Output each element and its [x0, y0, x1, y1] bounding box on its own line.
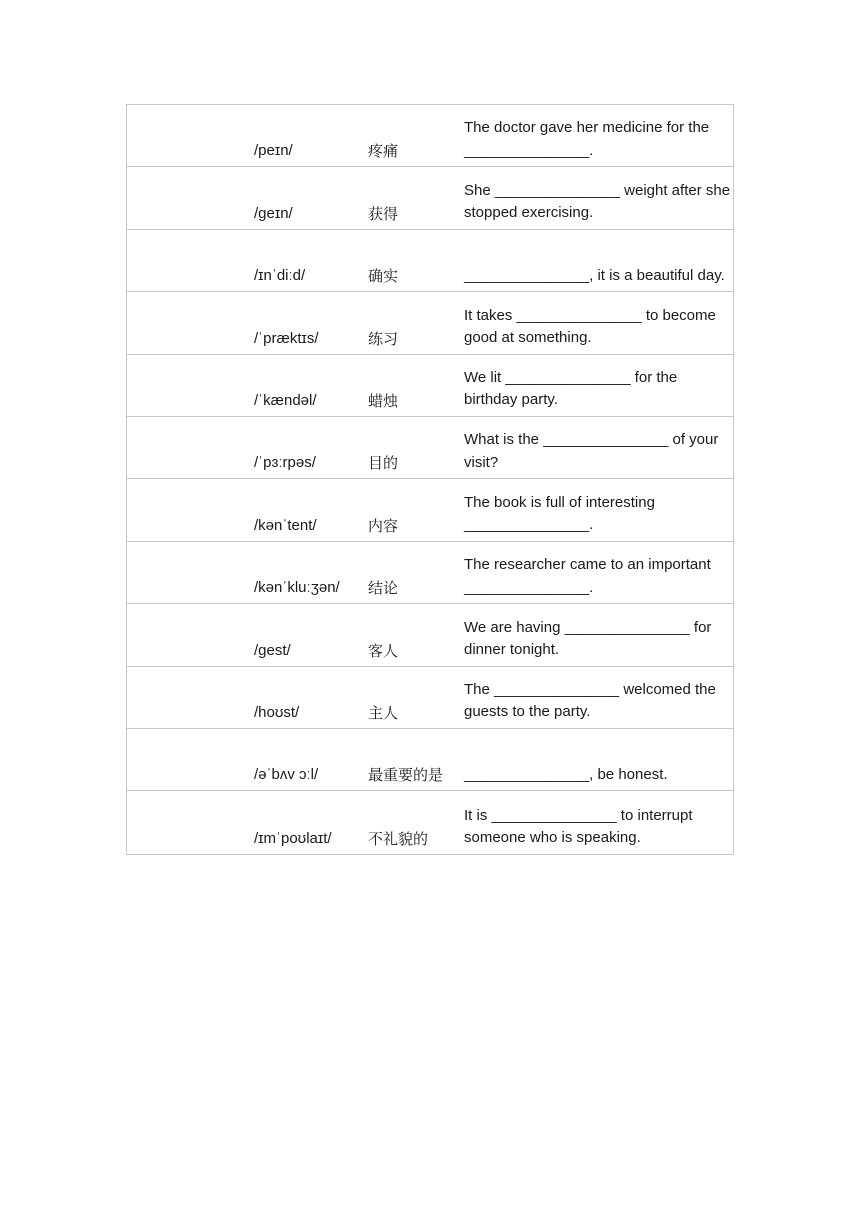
table-row: [127, 105, 733, 167]
example-sentence-cell: It takes _______________ to become good at something.: [464, 306, 716, 347]
example-sentence-cell: _______________, be honest.: [464, 765, 668, 783]
example-sentence-cell: We are having _______________ for dinner tonight.: [464, 618, 712, 659]
word-cell: [127, 230, 247, 291]
table-row: [127, 667, 733, 729]
meaning-cell: 结论: [368, 579, 399, 598]
phonetic-cell: /ɪmˈpoʊlaɪt/: [254, 829, 332, 847]
phonetic-cell: /geɪn/: [254, 204, 293, 222]
example-sentence-cell: What is the _______________ of your visit?: [464, 431, 719, 471]
example-sentence-cell: It is _______________ to interrupt someone who is speaking.: [464, 806, 693, 847]
meaning-cell: 蜡烛: [368, 391, 399, 410]
meaning-cell: 客人: [368, 641, 399, 660]
example-sentence-cell: The _______________ welcomed the guests to the party.: [464, 680, 716, 721]
table-row: [127, 542, 733, 604]
meaning-cell: 疼痛: [368, 142, 399, 161]
word-cell: [127, 292, 247, 353]
meaning-cell: 练习: [368, 329, 399, 348]
phonetic-cell: /kənˈkluːʒən/: [254, 579, 340, 597]
word-cell: [127, 479, 247, 540]
table-row: [127, 230, 733, 292]
table-row: [127, 417, 733, 479]
meaning-cell: 最重要的是: [368, 766, 444, 785]
example-sentence-cell: The doctor gave her medicine for the _______________.: [464, 119, 710, 159]
word-cell: [127, 355, 247, 416]
word-cell: [127, 542, 247, 603]
table-row: [127, 729, 733, 791]
table-row: [127, 355, 733, 417]
example-sentence-cell: We lit _______________ for the birthday party.: [464, 368, 678, 409]
meaning-cell: 主人: [368, 703, 399, 722]
phonetic-cell: /ˈpɜːrpəs/: [254, 454, 316, 472]
vocabulary-table: [126, 104, 734, 855]
word-cell: [127, 667, 247, 728]
phonetic-cell: /kənˈtent/: [254, 516, 317, 534]
meaning-cell: 确实: [368, 267, 399, 286]
phonetic-cell: /ɪnˈdiːd/: [254, 267, 306, 285]
phonetic-cell: /gest/: [254, 641, 291, 659]
meaning-cell: 内容: [368, 516, 399, 535]
meaning-cell: 获得: [368, 204, 399, 223]
example-sentence-cell: The book is full of interesting _______________.: [464, 493, 655, 534]
phonetic-cell: /hoʊst/: [254, 703, 300, 721]
meaning-cell: 目的: [368, 454, 399, 473]
phonetic-cell: /ˈkændəl/: [254, 391, 317, 409]
table-row: [127, 292, 733, 354]
table-row: [127, 479, 733, 541]
example-sentence-cell: The researcher came to an important _______________.: [464, 556, 711, 596]
example-sentence-cell: She _______________ weight after she stopped exercising.: [464, 181, 731, 222]
example-sentence-cell: _______________, it is a beautiful day.: [464, 266, 725, 284]
word-cell: [127, 791, 247, 853]
word-cell: [127, 167, 247, 228]
phonetic-cell: /əˈbʌv ɔːl/: [254, 766, 319, 784]
word-cell: [127, 729, 247, 790]
word-cell: [127, 417, 247, 478]
meaning-cell: 不礼貌的: [368, 829, 429, 848]
phonetic-cell: /ˈpræktɪs/: [254, 329, 319, 347]
word-cell: [127, 105, 247, 166]
phonetic-cell: /peɪn/: [254, 142, 293, 160]
word-cell: [127, 604, 247, 665]
table-row: [127, 604, 733, 666]
table-row: [127, 791, 733, 853]
table-row: [127, 167, 733, 229]
